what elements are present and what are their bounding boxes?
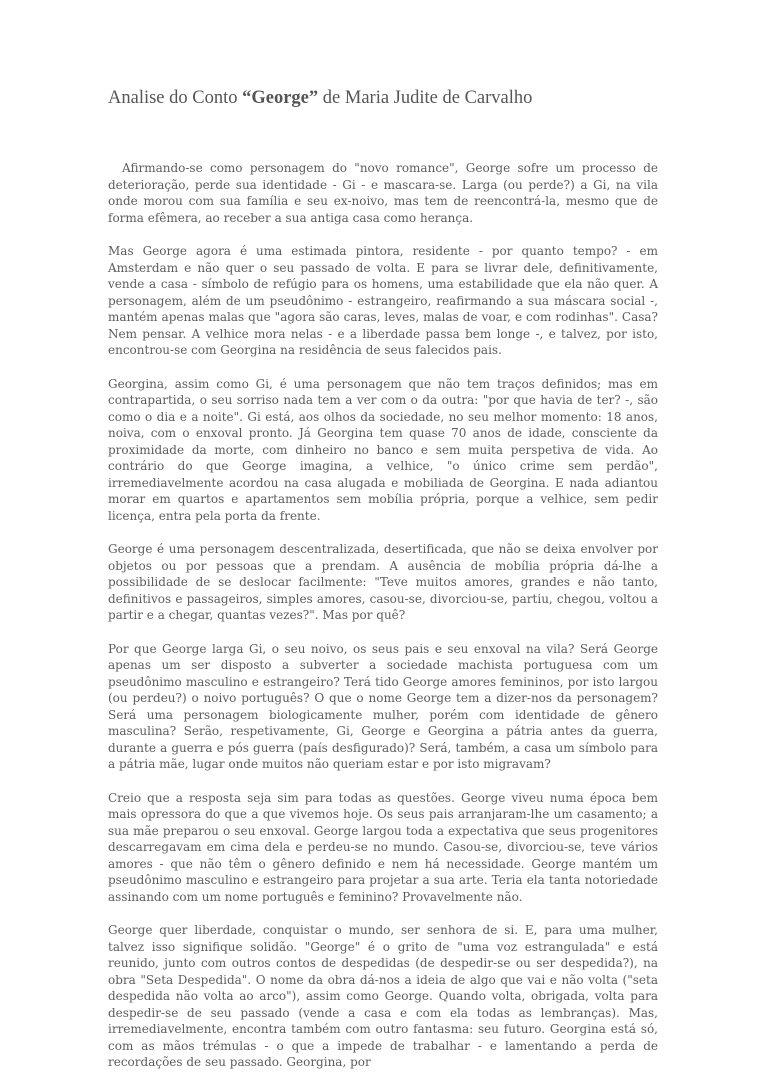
paragraph-2: Mas George agora é uma estimada pintora, residente - por quanto tempo? - em Amsterdam e não quer o seu passado de volta. E para se livrar dele, definitivamente, vende a casa - símbolo de refúgio para os homens, uma estabilidade que ela não quer. A personagem, além de um pseudônimo - estrangeiro, reafirmando a sua máscara social -, mantém apenas malas que "agora são caras, leves, malas de voar, e com rodinhas". Casa? Nem pensar. A velhice mora nelas - e a liberdade passa bem longe -, e talvez, por isto, encontrou-se com Georgina na residência de seus falecidos pais.: [108, 244, 658, 357]
paragraph-6: Creio que a resposta seja sim para todas as questões. George viveu numa época bem mais opressora do que a que vivemos hoje. Os seus pais arranjaram-lhe um casamento; a sua mãe preparou o seu enxoval. George largou toda a expectativa que seus progenitores descarregavam em cima dela e perdeu-se no mundo. Casou-se, divorciou-se, teve vários amores - que não têm o gênero definido e nem há necessidade. George mantém um pseudônimo masculino e estrangeiro para projetar a sua arte. Teria ela tanta notoriedade assinando com um nome português e feminino? Provavelmente não.: [108, 790, 658, 904]
title-prefix: Analise do Conto: [108, 88, 243, 108]
paragraph-3: Georgina, assim como Gi, é uma personagem que não tem traços definidos; mas em contrapartida, o seu sorriso nada tem a ver com o da outra: "por que havia de ter? -, são como o dia e a noite". Gi está, aos olhos da sociedade, no seu melhor momento: 18 anos, noiva, com o enxoval pronto. Já Georgina tem quase 70 anos de idade, consciente da proximidade da morte, com dinheiro no banco e sem muita perspetiva de vida. Ao contrário do que George imagina, a velhice, "o único crime sem perdão", irremediavelmente acordou na casa alugada e mobiliada de Georgina. E nada adiantou morar em quartos e apartamentos sem mobília própria, porque a velhice, sem pedir licença, entra pela porta da frente.: [108, 376, 658, 523]
title-suffix: de Maria Judite de Carvalho: [318, 88, 533, 108]
paragraph-7: George quer liberdade, conquistar o mundo, ser senhora de si. E, para uma mulher, talvez isso signifique solidão. "George" é o grito de "uma voz estrangulada" e está reunido, junto com outros contos de despedidas (de despedir-se ou ser despedida?), na obra "Seta Despedida". O nome da obra dá-nos a ideia de algo que vai e não volta ("seta despedida não volta ao arco"), assim como George. Quando volta, obrigada, volta para despedir-se de seu passado (vende a casa e com ela todas as lembranças). Mas, irremediavelmente, encontra também com outro fantasma: seu futuro. Georgina está só, com as mãos trémulas - o que a impede de trabalhar - e lamentando a perda de recordações de seu passado. Georgina, por: [108, 923, 658, 1069]
document-body: [108, 160, 658, 1088]
title-story-name: “George”: [242, 88, 319, 108]
paragraph-5: Por que George larga Gi, o seu noivo, os seus pais e seu enxoval na vila? Será George apenas um ser disposto a subverter a sociedade machista portuguesa com um pseudônimo masculino e estrangeiro? Terá tido George amores femininos, por isto largou (ou perdeu?) o noivo português? O que o nome George tem a dizer-nos da personagem? Será uma personagem biologicamente mulher, porém com identidade de gênero masculina? Serão, respetivamente, Gi, George e Georgina a pátria antes da guerra, durante a guerra e pós guerra (país desfigurado)? Será, também, a casa um símbolo para a pátria mãe, lugar onde muitos não queriam estar e por isto migravam?: [108, 641, 658, 771]
paragraph-1: Afirmando-se como personagem do "novo romance", George sofre um processo de deterioração, perde sua identidade - Gi - e mascara-se. Larga (ou perde?) a Gi, na vila onde morou com sua família e seu ex-noivo, mas tem de reencontrá-la, mesmo que de forma efêmera, ao receber a sua antiga casa como herança.: [108, 161, 658, 225]
paragraph-4: George é uma personagem descentralizada, desertificada, que não se deixa envolver por objetos ou por pessoas que a prendam. A ausência de mobília própria dá-lhe a possibilidade de se deslocar facilmente: "Teve muitos amores, grandes e não tanto, definitivos e passageiros, simples amores, casou-se, divorciou-se, partiu, chegou, voltou a partir e a chegar, quantas vezes?". Mas por quê?: [108, 542, 658, 622]
document-title: [108, 86, 668, 110]
